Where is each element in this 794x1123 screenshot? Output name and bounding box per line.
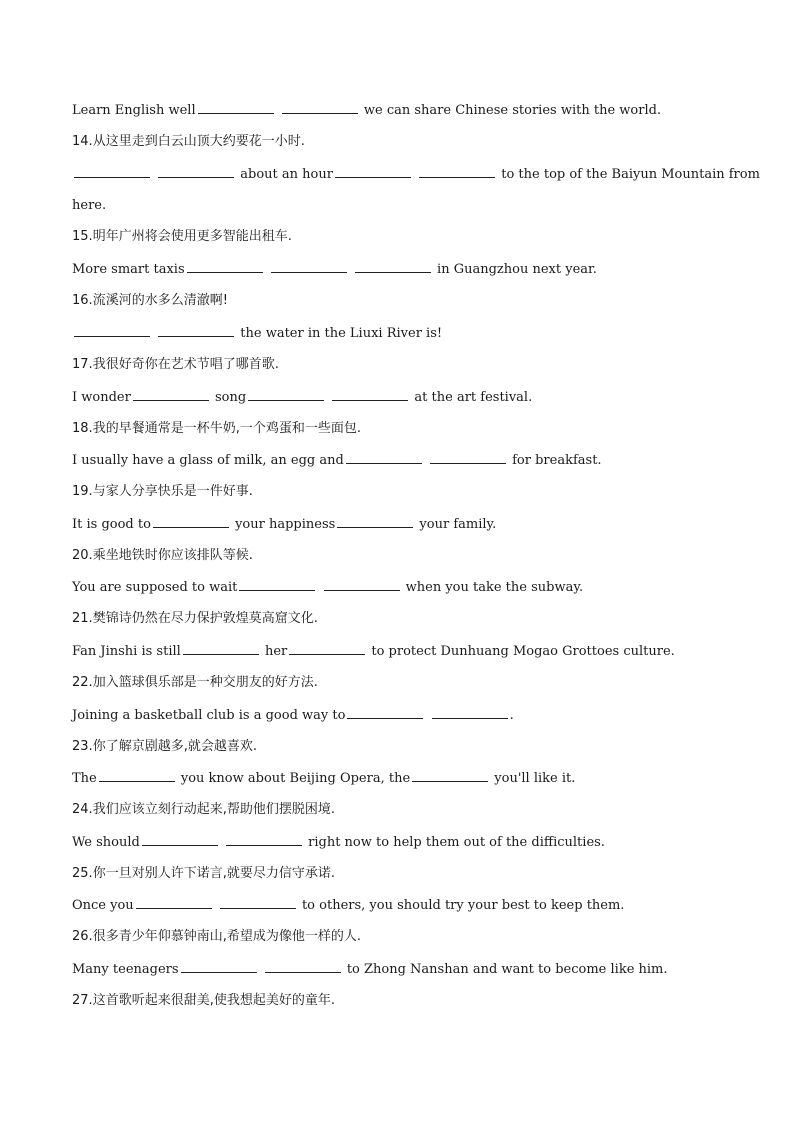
question-15-english: More smart taxis in Guangzhou next year.: [72, 262, 597, 277]
question-25-english: Once you to others, you should try your best to keep them.: [72, 898, 625, 913]
answer-blank[interactable]: [198, 101, 274, 114]
answer-blank[interactable]: [271, 260, 347, 273]
question-19-english: It is good to your happiness your family.: [72, 517, 497, 532]
answer-blank[interactable]: [136, 896, 212, 909]
answer-blank[interactable]: [347, 706, 423, 719]
question-15-chinese: 15.明年广州将会使用更多智能出租车.: [72, 229, 292, 244]
question-20-chinese: 20.乘坐地铁时你应该排队等候.: [72, 548, 253, 563]
question-17-english: I wonder song at the art festival.: [72, 390, 533, 405]
question-26-chinese: 26.很多青少年仰慕钟南山,希望成为像他一样的人.: [72, 929, 361, 944]
question-18-chinese: 18.我的早餐通常是一杯牛奶,一个鸡蛋和一些面包.: [72, 421, 361, 436]
answer-blank[interactable]: [187, 260, 263, 273]
question-27-chinese: 27.这首歌听起来很甜美,使我想起美好的童年.: [72, 993, 335, 1008]
answer-blank[interactable]: [183, 642, 259, 655]
answer-blank[interactable]: [265, 960, 341, 973]
question-26-english: Many teenagers to Zhong Nanshan and want to become like him.: [72, 962, 668, 977]
question-24-chinese: 24.我们应该立刻行动起来,帮助他们摆脱困境.: [72, 802, 335, 817]
question-21-chinese: 21.樊锦诗仍然在尽力保护敦煌莫高窟文化.: [72, 611, 318, 626]
answer-blank[interactable]: [412, 769, 488, 782]
answer-blank[interactable]: [430, 451, 506, 464]
answer-blank[interactable]: [355, 260, 431, 273]
answer-blank[interactable]: [239, 578, 315, 591]
answer-blank[interactable]: [346, 451, 422, 464]
answer-blank[interactable]: [419, 165, 495, 178]
answer-blank[interactable]: [248, 388, 324, 401]
answer-blank[interactable]: [226, 833, 302, 846]
answer-blank[interactable]: [220, 896, 296, 909]
question-19-chinese: 19.与家人分享快乐是一件好事.: [72, 484, 253, 499]
question-17-chinese: 17.我很好奇你在艺术节唱了哪首歌.: [72, 357, 279, 372]
question-25-chinese: 25.你一旦对别人许下诺言,就要尽力信守承诺.: [72, 866, 335, 881]
answer-blank[interactable]: [133, 388, 209, 401]
answer-blank[interactable]: [153, 515, 229, 528]
answer-blank[interactable]: [282, 101, 358, 114]
question-18-english: I usually have a glass of milk, an egg and for breakfast.: [72, 453, 602, 468]
answer-blank[interactable]: [158, 324, 234, 337]
answer-blank[interactable]: [324, 578, 400, 591]
answer-blank[interactable]: [289, 642, 365, 655]
answer-blank[interactable]: [337, 515, 413, 528]
question-21-english: Fan Jinshi is still her to protect Dunhuang Mogao Grottoes culture.: [72, 644, 675, 659]
line-13-english: Learn English well we can share Chinese stories with the world.: [72, 103, 662, 118]
answer-blank[interactable]: [158, 165, 234, 178]
answer-blank[interactable]: [332, 388, 408, 401]
question-20-english: You are supposed to wait when you take the subway.: [72, 580, 584, 595]
question-23-chinese: 23.你了解京剧越多,就会越喜欢.: [72, 739, 257, 754]
question-22-english: Joining a basketball club is a good way to .: [72, 708, 514, 723]
question-14-chinese: 14.从这里走到白云山顶大约要花一小时.: [72, 134, 305, 149]
question-16-english: the water in the Liuxi River is!: [72, 324, 724, 343]
answer-blank[interactable]: [142, 833, 218, 846]
answer-blank[interactable]: [74, 165, 150, 178]
question-24-english: We should right now to help them out of the difficulties.: [72, 835, 605, 850]
answer-blank[interactable]: [74, 324, 150, 337]
answer-blank[interactable]: [181, 960, 257, 973]
answer-blank[interactable]: [432, 706, 508, 719]
answer-blank[interactable]: [335, 165, 411, 178]
question-22-chinese: 22.加入篮球俱乐部是一种交朋友的好方法.: [72, 675, 318, 690]
question-14-english: about an hour to the top of the Baiyun Mountain from: [72, 165, 724, 184]
question-14-continuation: here.: [72, 198, 107, 213]
question-23-english: The you know about Beijing Opera, the you'll like it.: [72, 771, 576, 786]
answer-blank[interactable]: [99, 769, 175, 782]
question-16-chinese: 16.流溪河的水多么清澈啊!: [72, 293, 228, 308]
